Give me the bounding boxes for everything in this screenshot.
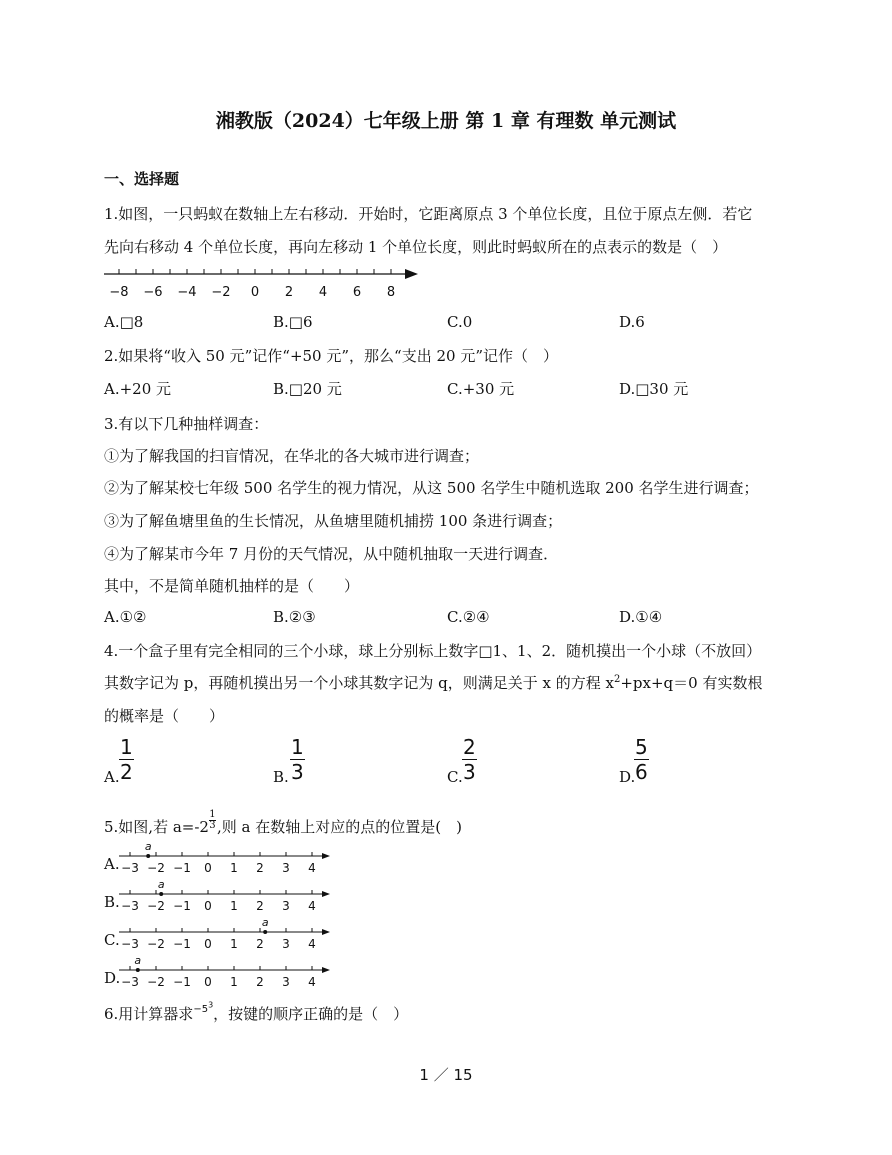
q1-option-b[interactable]: B.□6 <box>273 313 313 331</box>
q6-text: 6.用计算器求$^{-5^3}$，按键的顺序正确的是（ ） <box>104 1000 409 1023</box>
q5-point <box>146 854 150 858</box>
q1-text-line2: 先向右移动 4 个单位长度，再向左移动 1 个单位长度，则此时蚂蚁所在的点表示的数是（ ） <box>104 238 728 256</box>
q5-number-line-d <box>117 956 333 990</box>
q5-tick-label: 4 <box>308 899 316 913</box>
q3-option-c[interactable]: C.②④ <box>447 608 490 626</box>
q5-tick-label: 4 <box>308 937 316 951</box>
q5-tick-label: −2 <box>147 861 165 875</box>
q5-tick-label: 3 <box>282 937 290 951</box>
q3-question: 其中，不是简单随机抽样的是（ ） <box>104 577 360 595</box>
q1-tick-label: 8 <box>386 285 396 300</box>
q3-item-3: ③为了解鱼塘里鱼的生长情况，从鱼塘里随机捕捞 100 条进行调查； <box>104 512 563 530</box>
q5-tick-label: −3 <box>121 899 139 913</box>
q5-tick-label: −2 <box>147 899 165 913</box>
q1-option-d[interactable]: D.6 <box>619 313 645 331</box>
q5-axis-arrow <box>322 853 330 859</box>
q5-tick-label: −1 <box>173 861 191 875</box>
q5-number-line-c <box>117 918 333 952</box>
q4-option-a-letter[interactable]: A. <box>104 768 120 786</box>
q5-tick-label: 4 <box>308 975 316 989</box>
q5-axis-arrow <box>322 929 330 935</box>
q1-tick-label: −8 <box>109 285 129 300</box>
q5-option-b-letter[interactable]: B. <box>104 893 120 911</box>
q5-tick-label: 2 <box>256 975 264 989</box>
q5-tick-label: −1 <box>173 975 191 989</box>
q5-tick-label: 4 <box>308 861 316 875</box>
q1-option-a[interactable]: A.□8 <box>104 313 144 331</box>
q3-item-2: ②为了解某校七年级 500 名学生的视力情况，从这 500 名学生中随机选取 200 名学生进行调查； <box>104 479 759 497</box>
q1-tick-label: 2 <box>284 285 294 300</box>
q5-tick-label: 1 <box>230 975 238 989</box>
section-heading: 一、选择题 <box>104 170 180 188</box>
q5-point <box>159 892 163 896</box>
q5-tick-label: 3 <box>282 899 290 913</box>
q5-point-label: a <box>144 842 152 853</box>
q5-tick-label: −2 <box>147 937 165 951</box>
q5-number-line-b <box>117 880 333 914</box>
q5-option-c-letter[interactable]: C. <box>104 931 120 949</box>
q1-number-line <box>100 262 430 302</box>
q4-option-b-letter[interactable]: B. <box>273 768 289 786</box>
page-title: 湘教版（2024）七年级上册 第 1 章 有理数 单元测试 <box>215 110 677 132</box>
q1-text-line1: 1.如图，一只蚂蚁在数轴上左右移动．开始时，它距离原点 3 个单位长度，且位于原点左侧．若它 <box>104 205 753 223</box>
q5-tick-label: −1 <box>173 937 191 951</box>
q5-tick-label: 1 <box>230 899 238 913</box>
q3-text: 3.有以下几种抽样调查： <box>104 415 269 433</box>
q5-point <box>263 930 267 934</box>
q1-tick-label: 4 <box>318 285 328 300</box>
q5-tick-label: 3 <box>282 861 290 875</box>
q5-tick-label: −3 <box>121 861 139 875</box>
q4-option-a-fraction[interactable]: $\frac{1}{2}$ <box>120 735 133 784</box>
q2-option-c[interactable]: C.+30 元 <box>447 380 515 398</box>
q3-option-b[interactable]: B.②③ <box>273 608 316 626</box>
q4-text-line3: 的概率是（ ） <box>104 707 225 725</box>
q2-option-a[interactable]: A.+20 元 <box>104 380 172 398</box>
q5-tick-label: −3 <box>121 937 139 951</box>
q5-tick-label: 2 <box>256 937 264 951</box>
q4-option-d-fraction[interactable]: $\frac{5}{6}$ <box>635 735 648 784</box>
q5-point-label: a <box>261 918 269 929</box>
q5-point-label: a <box>157 880 165 891</box>
q1-tick-label: −4 <box>177 285 197 300</box>
q4-option-c-fraction[interactable]: $\frac{2}{3}$ <box>463 735 476 784</box>
q5-tick-label: 1 <box>230 861 238 875</box>
q5-tick-label: 0 <box>204 899 212 913</box>
q4-text-line2: 其数字记为 p，再随机摸出另一个小球其数字记为 q，则满足关于 x 的方程 $x^2+px+q=0$ 有实数根 <box>104 674 763 692</box>
page-number: 1 ／ 15 <box>419 1066 473 1084</box>
q5-tick-label: 0 <box>204 937 212 951</box>
q2-option-b[interactable]: B.□20 元 <box>273 380 342 398</box>
q5-tick-label: 3 <box>282 975 290 989</box>
q4-option-d-letter[interactable]: D. <box>619 768 636 786</box>
q1-tick-label: 0 <box>250 285 260 300</box>
q5-tick-label: −2 <box>147 975 165 989</box>
q5-point-label: a <box>134 956 142 967</box>
q3-option-a[interactable]: A.①② <box>104 608 147 626</box>
q5-tick-label: 0 <box>204 975 212 989</box>
q1-tick-label: 6 <box>352 285 362 300</box>
q5-tick-label: 2 <box>256 861 264 875</box>
q4-option-c-letter[interactable]: C. <box>447 768 463 786</box>
q2-option-d[interactable]: D.□30 元 <box>619 380 689 398</box>
q3-option-d[interactable]: D.①④ <box>619 608 663 626</box>
q5-point <box>136 968 140 972</box>
q4-option-b-fraction[interactable]: $\frac{1}{3}$ <box>291 735 304 784</box>
q5-axis-arrow <box>322 967 330 973</box>
q1-tick-label: −2 <box>211 285 231 300</box>
q4-text-line1: 4.一个盒子里有完全相同的三个小球，球上分别标上数字□1、1、2．随机摸出一个小球（不放回） <box>104 642 762 660</box>
q5-option-a-letter[interactable]: A. <box>104 855 120 873</box>
q5-axis-arrow <box>322 891 330 897</box>
q2-text: 2.如果将“收入 50 元”记作“+50 元”，那么“支出 20 元”记作（ ） <box>104 347 558 365</box>
q5-tick-label: 1 <box>230 937 238 951</box>
q5-tick-label: −3 <box>121 975 139 989</box>
q3-item-4: ④为了解某市今年 7 月份的天气情况，从中随机抽取一天进行调查． <box>104 545 559 563</box>
q5-tick-label: −1 <box>173 899 191 913</box>
q1-tick-label: −6 <box>143 285 163 300</box>
q5-text: 5.如图,若 a=-2 1 3 ,则 a 在数轴上对应的点的位置是( ) <box>104 809 462 836</box>
q5-number-line-a <box>117 842 333 876</box>
q3-item-1: ①为了解我国的扫盲情况，在华北的各大城市进行调查； <box>104 447 480 465</box>
q5-tick-label: 0 <box>204 861 212 875</box>
q5-tick-label: 2 <box>256 899 264 913</box>
q1-option-c[interactable]: C.0 <box>447 313 473 331</box>
q5-option-d-letter[interactable]: D. <box>104 969 121 987</box>
